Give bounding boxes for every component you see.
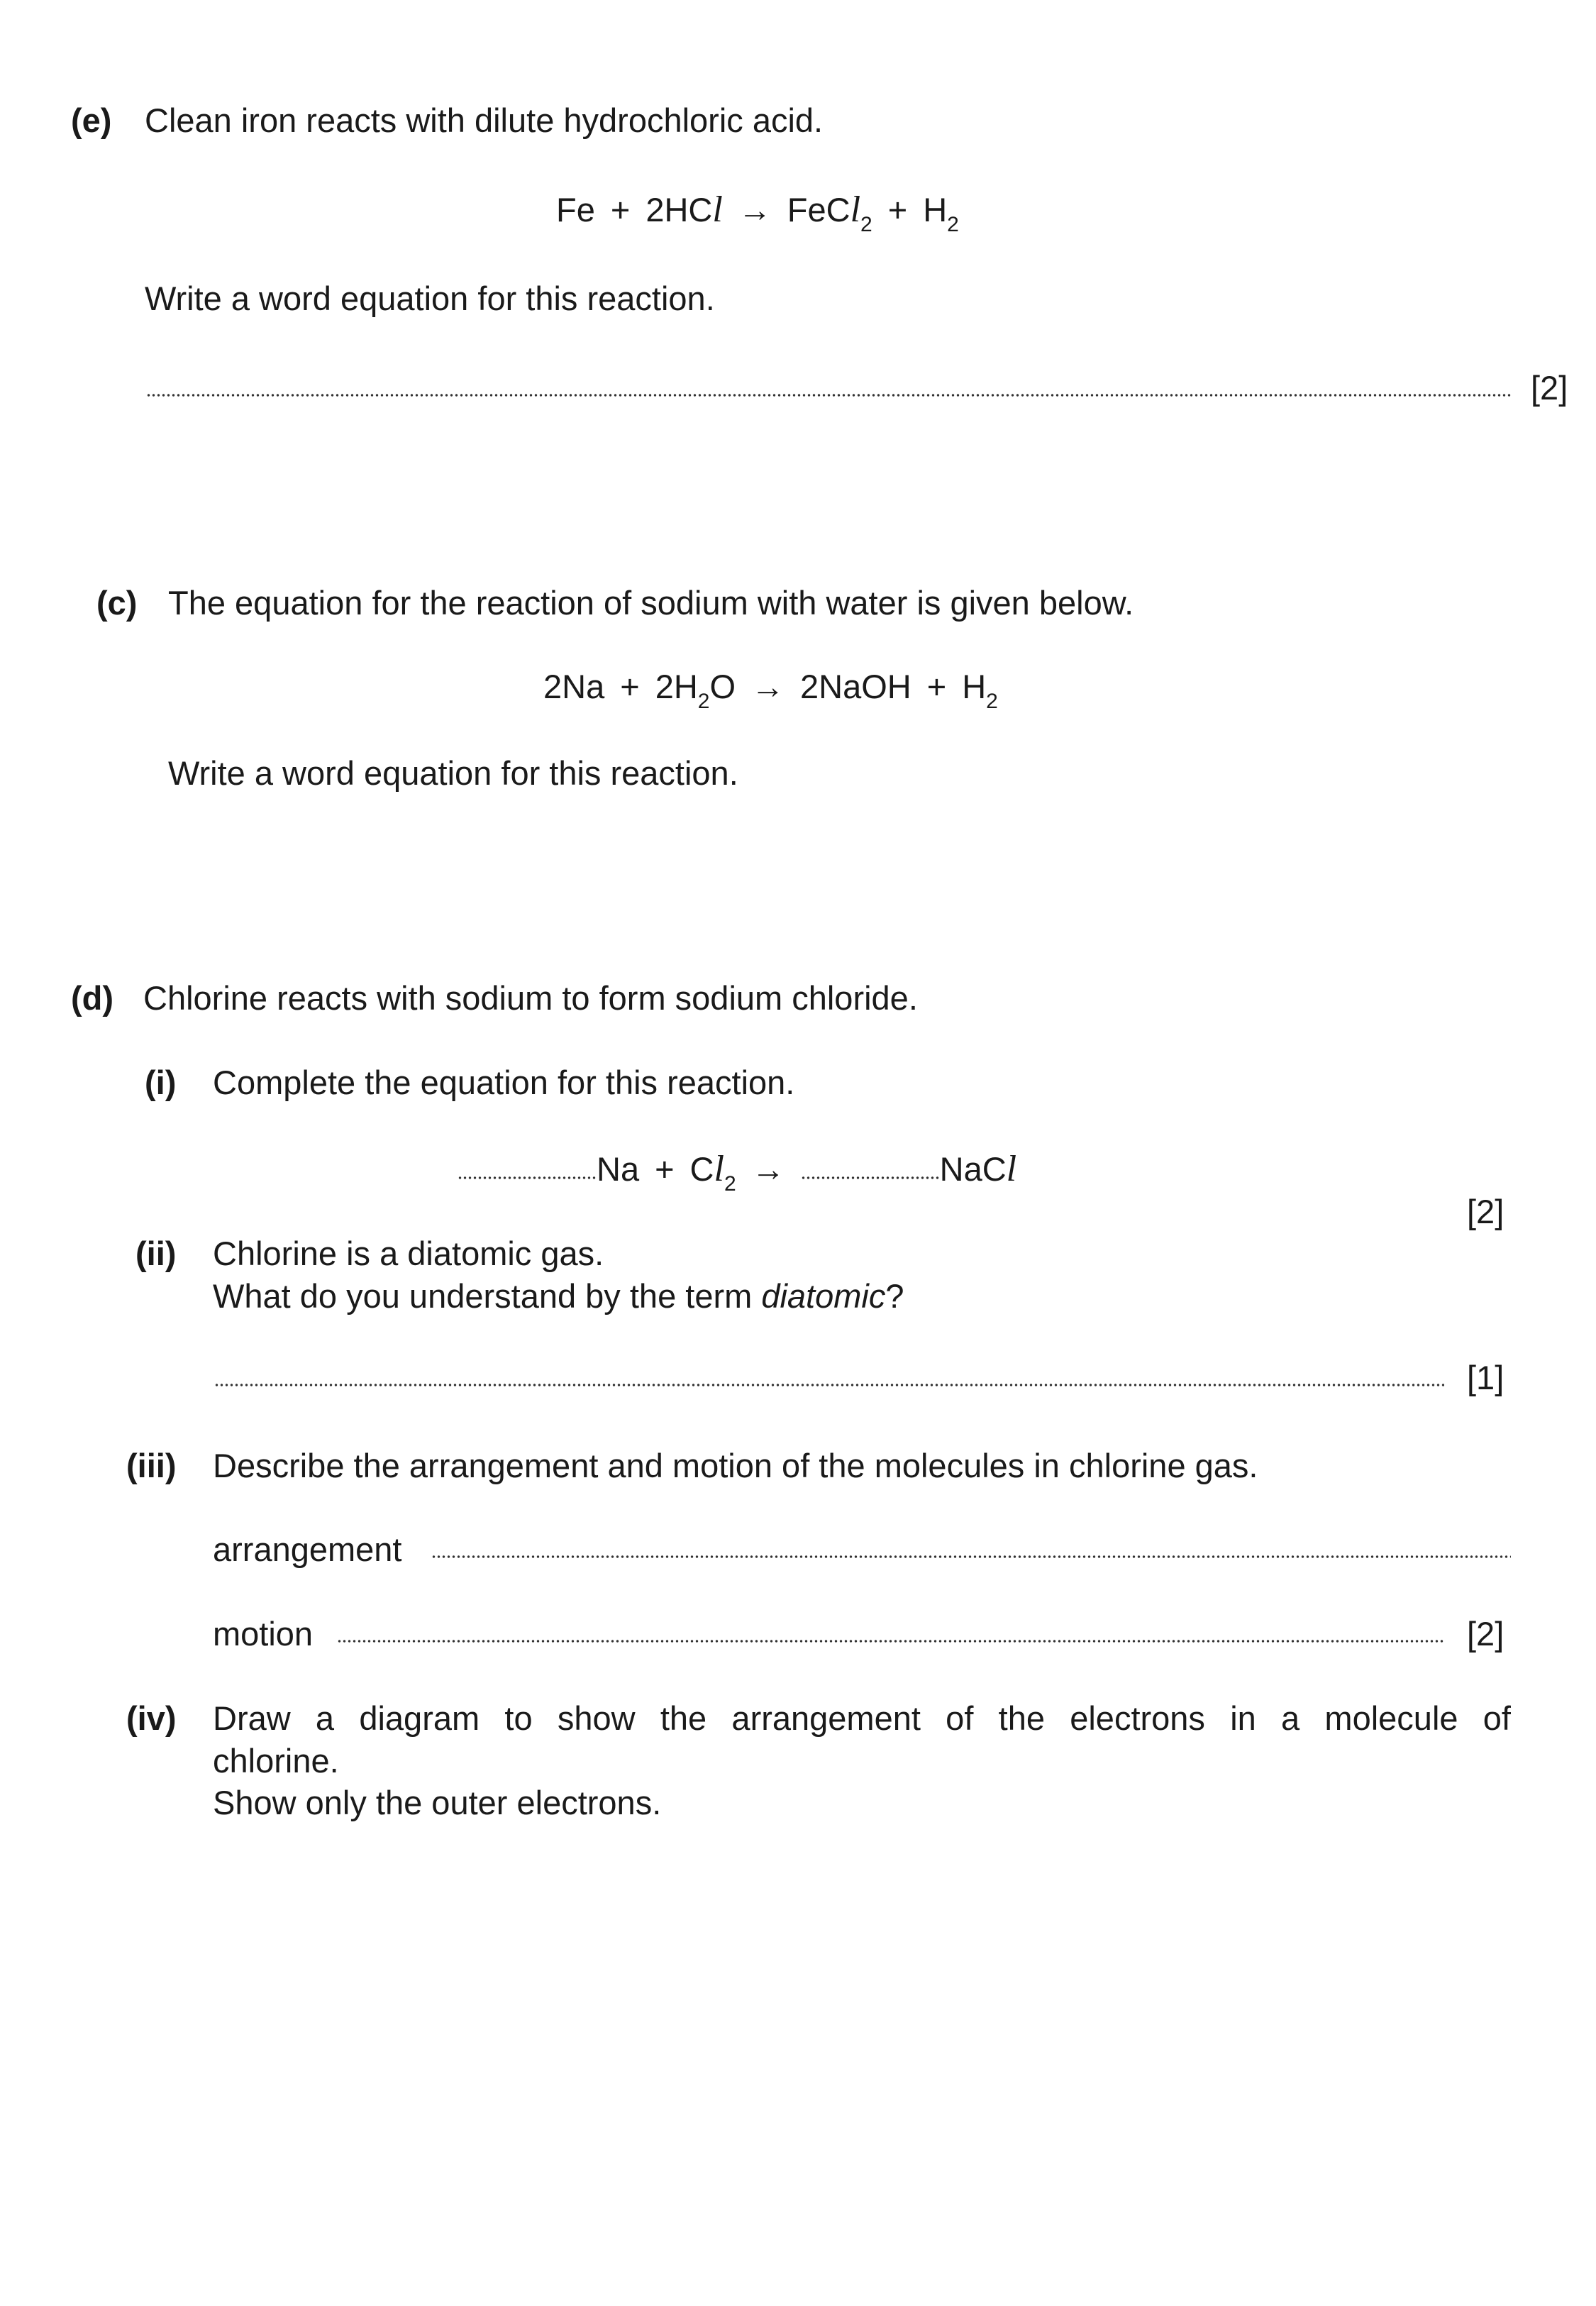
part-d-ii-line1: Chlorine is a diatomic gas. [213,1235,604,1272]
eq-term: 2NaOH [800,668,911,705]
marks-e: [2] [1531,369,1568,407]
marks-d-iii: [2] [1467,1615,1504,1653]
answer-line-motion[interactable] [337,1640,1444,1643]
diagram-drawing-area[interactable] [213,1859,1511,2256]
part-e-label: (e) [71,101,112,139]
part-c-label: (c) [96,584,138,622]
eq-term: H [923,191,948,228]
part-d-iv-label: (iv) [126,1699,177,1737]
eq-plus: + [926,668,947,705]
part-d-label: (d) [71,979,114,1017]
part-d-iii-prompt: Describe the arrangement and motion of the molecules in chlorine gas. [213,1447,1258,1484]
blank-coefficient-na[interactable] [458,1176,597,1179]
part-c-instruction: Write a word equation for this reaction. [168,754,738,792]
part-d-i-label: (i) [145,1064,177,1101]
line2-text: What do you understand by the term [213,1277,762,1315]
eq-italic-l: l [850,189,861,230]
part-e-instruction: Write a word equation for this reaction. [145,280,715,317]
eq-term: Na [597,1150,640,1188]
eq-term: C [689,1150,714,1188]
part-d-i-prompt: Complete the equation for this reaction. [213,1064,795,1101]
part-e-prompt: Clean iron reacts with dilute hydrochloric acid. [145,101,824,139]
eq-term: 2H [655,668,698,705]
answer-line-e[interactable] [146,394,1511,397]
eq-plus: + [610,191,631,228]
eq-subscript: 2 [697,690,710,713]
marks-d-i: [2] [1467,1193,1504,1230]
part-d-prompt: Chlorine reacts with sodium to form sodium chloride. [143,979,918,1017]
eq-subscript: 2 [860,213,872,236]
eq-italic-l: l [1006,1149,1017,1189]
eq-plus: + [620,668,640,705]
eq-term: FeC [787,191,850,228]
eq-term: H [962,668,987,705]
question-mark: ? [885,1277,904,1315]
eq-italic-l: l [714,1149,724,1189]
blank-coefficient-nacl[interactable] [801,1176,940,1179]
part-c-prompt: The equation for the reaction of sodium with water is given below. [168,584,1134,622]
equation-sodium-water [543,670,998,712]
eq-subscript: 2 [947,213,959,236]
eq-italic-l: l [712,189,723,230]
part-d-ii-label: (ii) [135,1235,177,1272]
part-d-iv-line2: chlorine. [213,1742,339,1780]
eq-subscript: 2 [724,1172,736,1196]
eq-term: 2Na [543,668,605,705]
eq-subscript: 2 [986,690,998,713]
part-d-iv-line3: Show only the outer electrons. [213,1784,662,1821]
eq-term: 2HC [645,191,713,228]
part-d-iv-line1: Draw a diagram to show the arrangement of the electrons in a molecule of [213,1699,1511,1737]
arrangement-label: arrangement [213,1530,402,1568]
eq-term: O [709,668,736,705]
equation-sodium-chlorine [458,1151,1016,1195]
term-diatomic: diatomic [761,1277,886,1315]
eq-plus: + [887,191,908,228]
answer-line-d-ii[interactable] [214,1384,1444,1386]
equation-iron-hcl [556,189,959,236]
motion-label: motion [213,1615,314,1653]
eq-plus: + [655,1150,675,1188]
eq-term: Fe [556,191,595,228]
eq-arrow: → [751,668,785,705]
part-d-iii-label: (iii) [126,1447,177,1484]
eq-term: NaC [939,1150,1007,1188]
answer-line-arrangement[interactable] [431,1555,1511,1558]
part-d-ii-line2 [213,1279,904,1313]
marks-d-ii: [1] [1467,1359,1504,1396]
eq-arrow: → [738,191,772,228]
eq-arrow: → [751,1150,785,1188]
